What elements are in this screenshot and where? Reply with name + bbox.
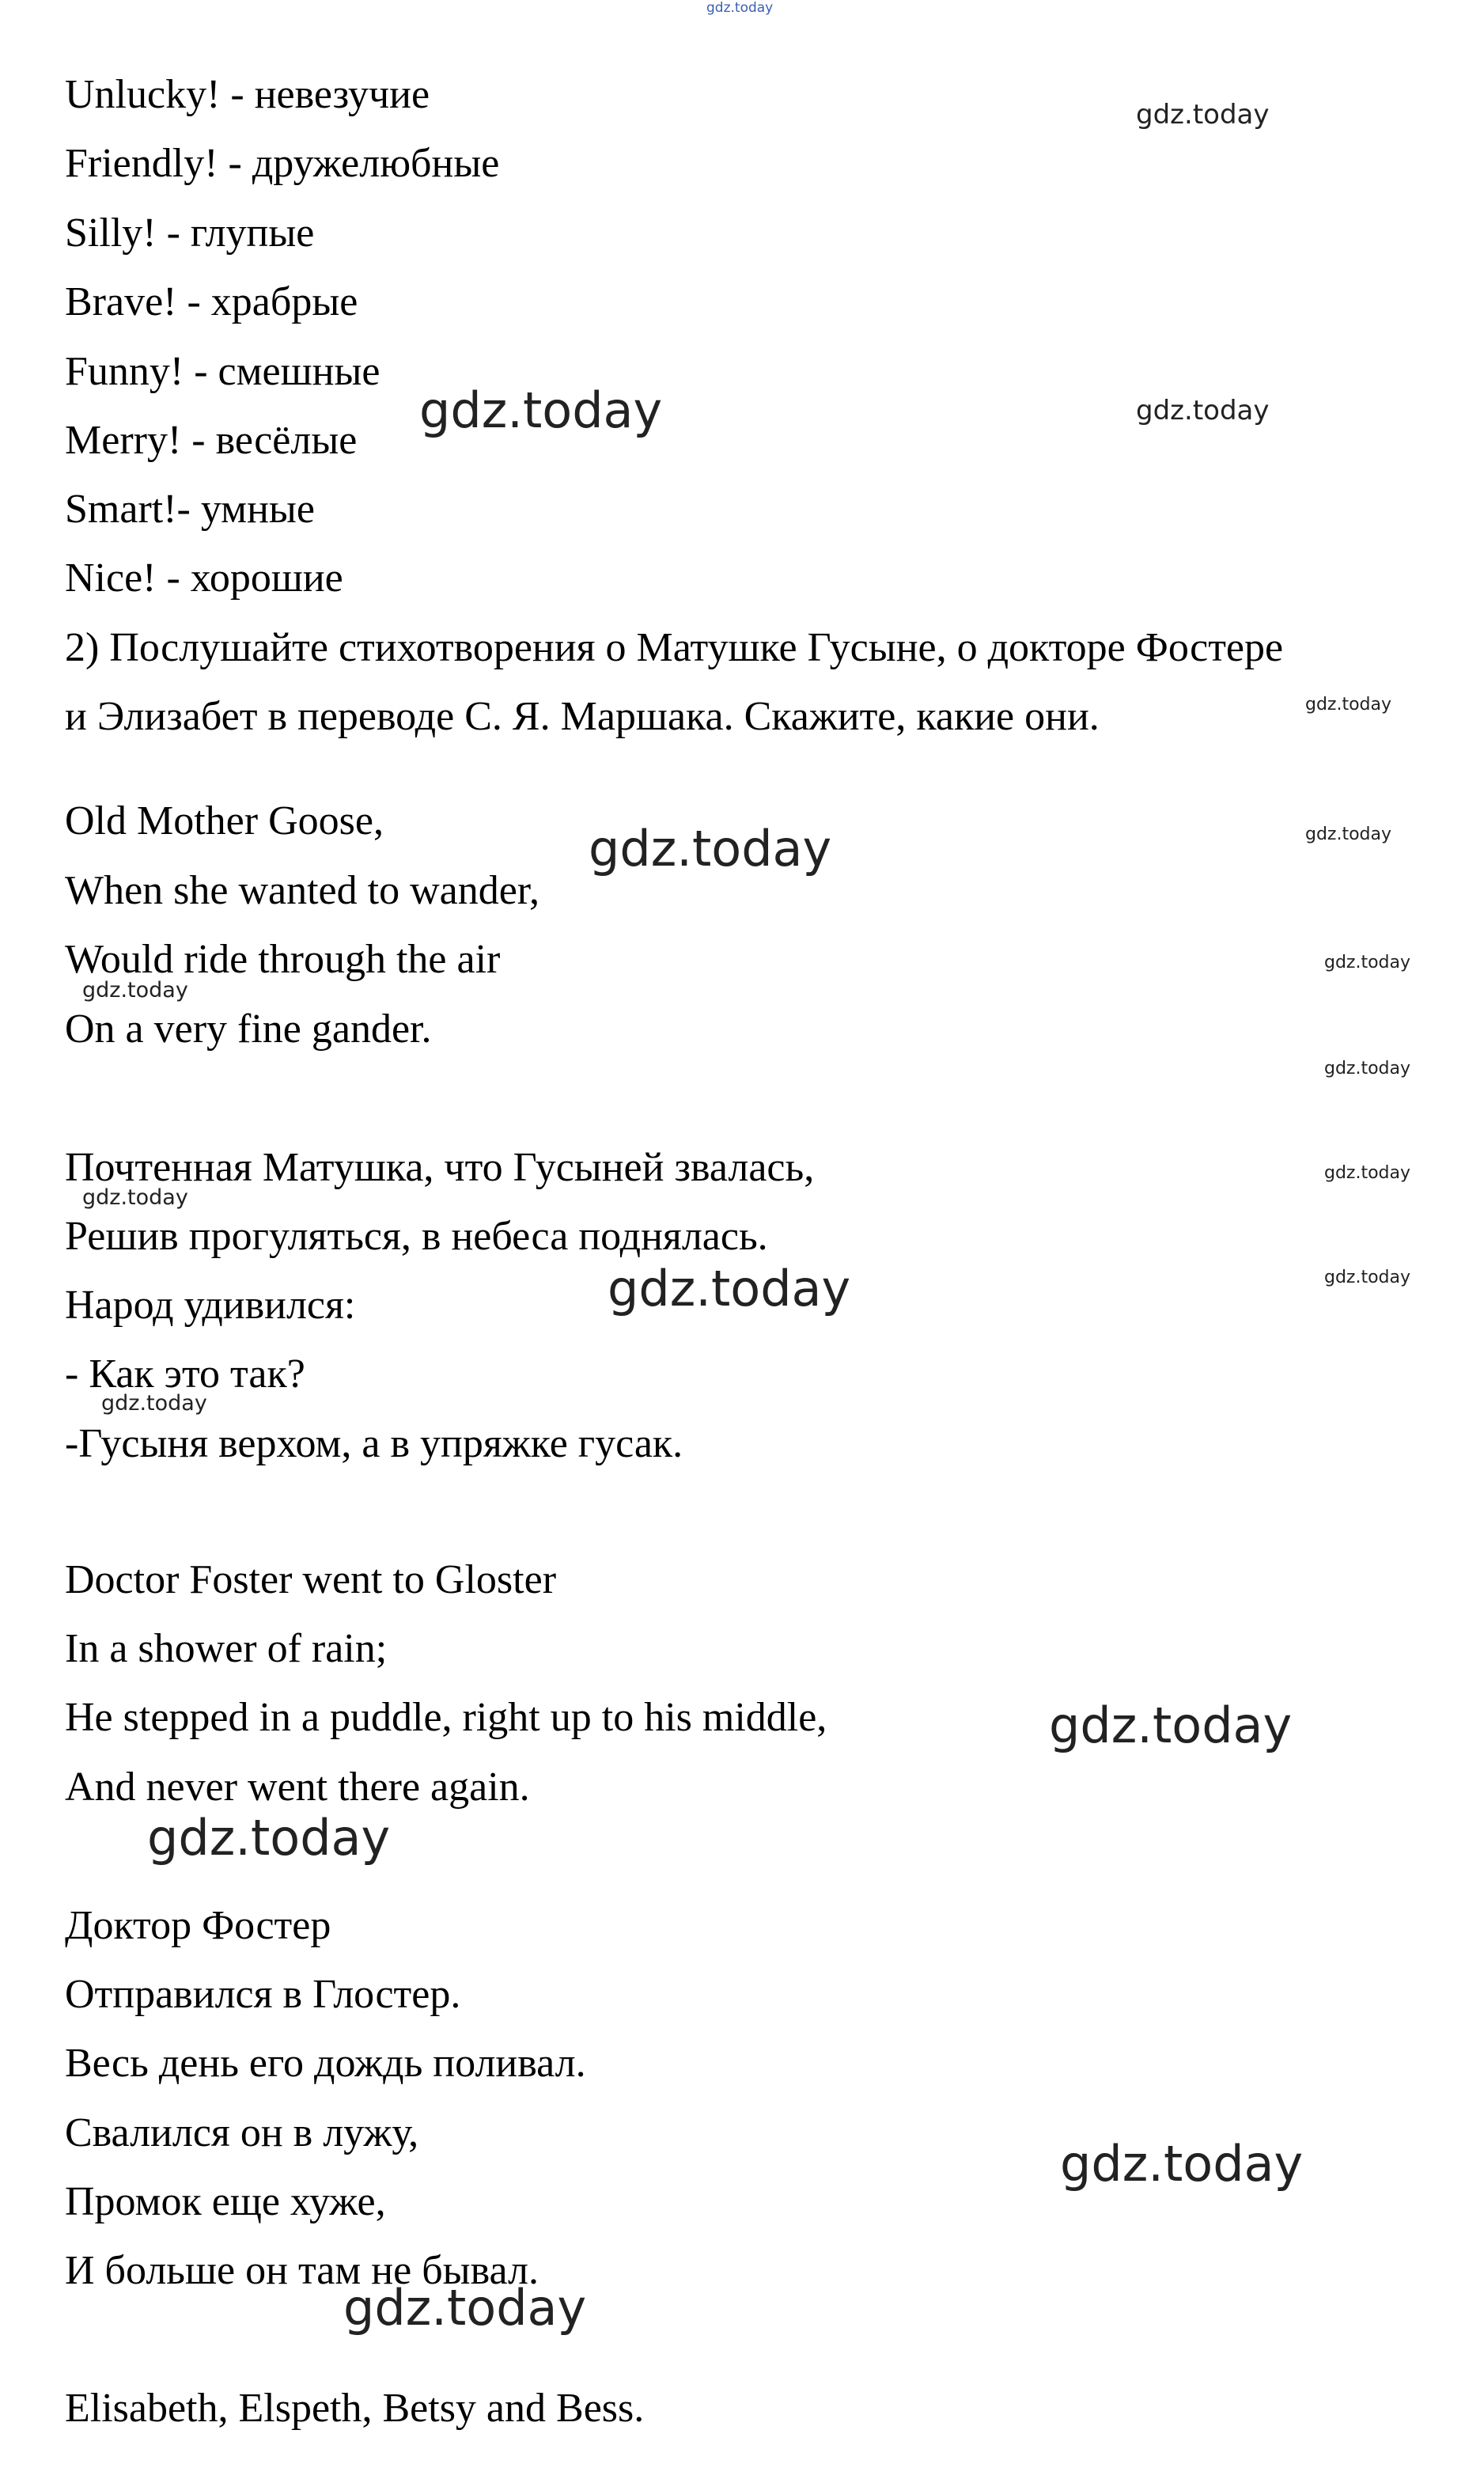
- watermark: gdz.today: [1136, 395, 1270, 426]
- watermark: gdz.today: [1060, 2135, 1304, 2193]
- poem-line: In a shower of rain;: [65, 1626, 388, 1671]
- task-text: и Элизабет в переводе С. Я. Маршака. Скажите, какие они.: [65, 694, 1100, 739]
- text-line: Smart!- умные: [65, 487, 315, 532]
- watermark: gdz.today: [101, 1391, 207, 1416]
- watermark: gdz.today: [1049, 1696, 1293, 1754]
- text-line: Friendly! - дружелюбные: [65, 141, 500, 186]
- poem-line: Would ride through the air: [65, 937, 501, 982]
- text-line: Brave! - храбрые: [65, 279, 358, 324]
- poem-line: Elisabeth, Elspeth, Betsy and Bess.: [65, 2386, 645, 2431]
- poem-line: He stepped in a puddle, right up to his middle,: [65, 1695, 827, 1740]
- watermark: gdz.today: [147, 1809, 391, 1867]
- poem-line: Весь день его дождь поливал.: [65, 2041, 586, 2086]
- poem-line: Свалился он в лужу,: [65, 2110, 419, 2155]
- poem-line: When she wanted to wander,: [65, 868, 540, 913]
- watermark: gdz.today: [1324, 1268, 1411, 1287]
- text-line: Merry! - весёлые: [65, 418, 358, 463]
- text-line: Nice! - хорошие: [65, 555, 343, 601]
- watermark: gdz.today: [1305, 695, 1392, 715]
- poem-line: And never went there again.: [65, 1765, 530, 1810]
- poem-line: -Гусыня верхом, а в упряжке гусак.: [65, 1421, 683, 1466]
- poem-line: Народ удивился:: [65, 1283, 356, 1328]
- watermark: gdz.today: [608, 1260, 851, 1317]
- text-line: Unlucky! - невезучие: [65, 72, 430, 117]
- watermark: gdz.today: [82, 1185, 188, 1210]
- poem-line: Почтенная Матушка, что Гусыней звалась,: [65, 1145, 815, 1190]
- watermark: gdz.today: [1324, 1163, 1411, 1183]
- poem-line: - Как это так?: [65, 1351, 305, 1397]
- watermark: gdz.today: [82, 978, 188, 1003]
- watermark: gdz.today: [1136, 99, 1270, 131]
- poem-line: Промок еще хуже,: [65, 2179, 386, 2224]
- watermark: gdz.today: [1324, 1059, 1411, 1078]
- watermark: gdz.today: [589, 820, 832, 878]
- poem-line: Doctor Foster went to Gloster: [65, 1557, 557, 1602]
- text-line: Funny! - смешные: [65, 349, 380, 394]
- poem-line: И больше он там не бывал.: [65, 2248, 539, 2293]
- watermark: gdz.today: [419, 381, 663, 439]
- poem-line: On a very fine gander.: [65, 1006, 432, 1052]
- watermark: gdz.today: [706, 0, 774, 16]
- watermark: gdz.today: [343, 2279, 587, 2337]
- watermark: gdz.today: [1324, 953, 1411, 972]
- watermark: gdz.today: [1305, 825, 1392, 844]
- task-text: 2) Послушайте стихотворения о Матушке Гусыне, о докторе Фостере: [65, 625, 1284, 670]
- poem-line: Old Mother Goose,: [65, 798, 384, 843]
- poem-line: Отправился в Глостер.: [65, 1972, 461, 2017]
- poem-line: Решив прогуляться, в небеса поднялась.: [65, 1214, 768, 1259]
- text-line: Silly! - глупые: [65, 210, 315, 256]
- poem-line: Доктор Фостер: [65, 1903, 331, 1948]
